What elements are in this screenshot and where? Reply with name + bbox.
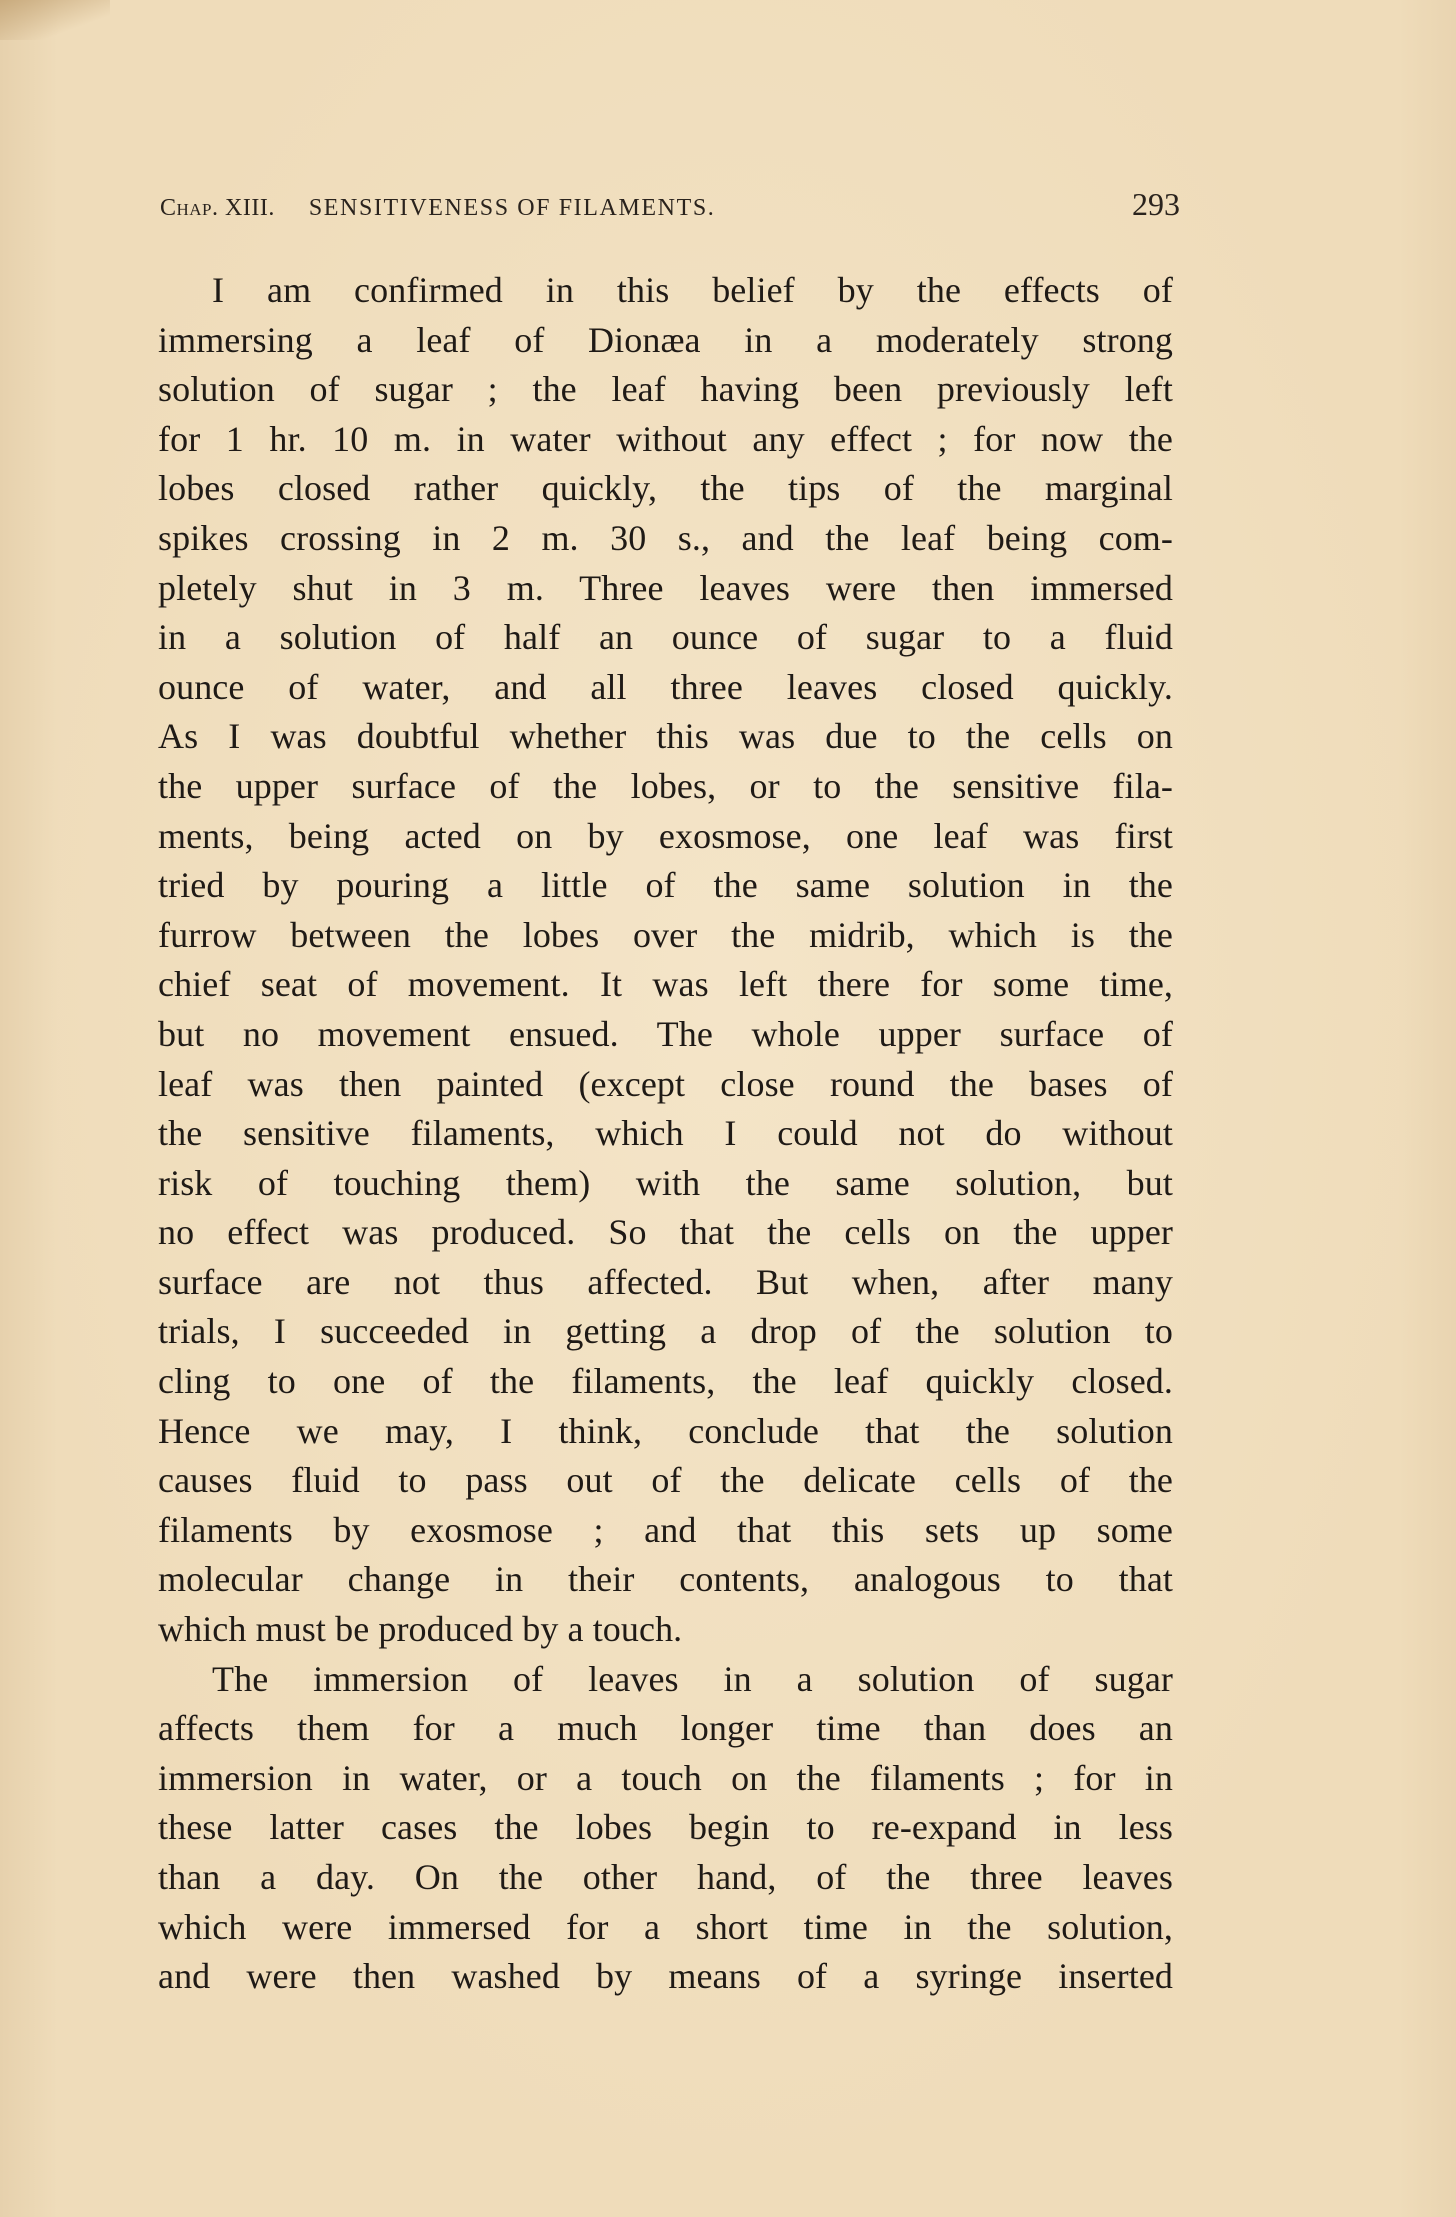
running-title: SENSITIVENESS OF FILAMENTS. xyxy=(308,195,716,221)
text-line: immersing a leaf of Dionæa in a moderately strong xyxy=(158,319,1173,360)
text-line: tried by pouring a little of the same solution in the xyxy=(158,865,1173,906)
text-line: molecular change in their contents, analogous to that xyxy=(158,1559,1173,1600)
text-line: cling to one of the filaments, the leaf quickly closed. xyxy=(158,1361,1173,1402)
text-line: spikes crossing in 2 m. 30 s., and the leaf being com- xyxy=(158,517,1173,558)
text-line: chief seat of movement. It was left there for some time, xyxy=(158,964,1173,1005)
text-line: but no movement ensued. The whole upper surface of xyxy=(158,1013,1173,1054)
text-line: I am confirmed in this belief by the effects of xyxy=(212,270,1173,310)
text-line: and were then washed by means of a syringe inserted xyxy=(158,1956,1173,1997)
paragraph xyxy=(158,1655,1173,2002)
text-line: surface are not thus affected. But when, after many xyxy=(158,1261,1173,1302)
paragraph xyxy=(158,266,1173,1655)
text-line: pletely shut in 3 m. Three leaves were then immersed xyxy=(158,567,1173,608)
text-line: affects them for a much longer time than does an xyxy=(158,1708,1173,1749)
text-line: which were immersed for a short time in the solution, xyxy=(158,1906,1173,1947)
text-line: lobes closed rather quickly, the tips of the marginal xyxy=(158,468,1173,509)
text-line: no effect was produced. So that the cells on the upper xyxy=(158,1212,1173,1253)
body-text xyxy=(158,266,1173,2002)
text-line: the upper surface of the lobes, or to the sensitive fila- xyxy=(158,765,1173,806)
text-line: risk of touching them) with the same solution, but xyxy=(158,1162,1173,1203)
text-line: trials, I succeeded in getting a drop of the solution to xyxy=(158,1311,1173,1352)
text-line: ments, being acted on by exosmose, one leaf was first xyxy=(158,815,1173,856)
text-line: Hence we may, I think, conclude that the solution xyxy=(158,1410,1173,1451)
text-line: immersion in water, or a touch on the filaments ; for in xyxy=(158,1757,1173,1798)
text-line: for 1 hr. 10 m. in water without any effect ; for now the xyxy=(158,418,1173,459)
text-line: in a solution of half an ounce of sugar to a fluid xyxy=(158,617,1173,658)
text-line: solution of sugar ; the leaf having been previously left xyxy=(158,369,1173,410)
text-line: The immersion of leaves in a solution of sugar xyxy=(212,1658,1173,1699)
text-line: leaf was then painted (except close round the bases of xyxy=(158,1063,1173,1104)
running-head xyxy=(160,186,1190,226)
text-line: the sensitive filaments, which I could not do without xyxy=(158,1113,1173,1154)
text-line: which must be produced by a touch. xyxy=(158,1609,683,1650)
text-line: causes fluid to pass out of the delicate cells of the xyxy=(158,1460,1173,1501)
page-number: 293 xyxy=(1132,186,1180,222)
text-line: these latter cases the lobes begin to re-expand in less xyxy=(158,1807,1173,1848)
text-line: furrow between the lobes over the midrib, which is the xyxy=(158,914,1173,955)
text-line: As I was doubtful whether this was due to the cells on xyxy=(158,716,1173,757)
page-edge-shadow xyxy=(0,0,110,40)
chapter-label: Chap. XIII. xyxy=(160,195,275,221)
text-line: ounce of water, and all three leaves closed quickly. xyxy=(158,666,1173,707)
text-line: filaments by exosmose ; and that this sets up some xyxy=(158,1509,1173,1550)
text-line: than a day. On the other hand, of the three leaves xyxy=(158,1857,1173,1897)
